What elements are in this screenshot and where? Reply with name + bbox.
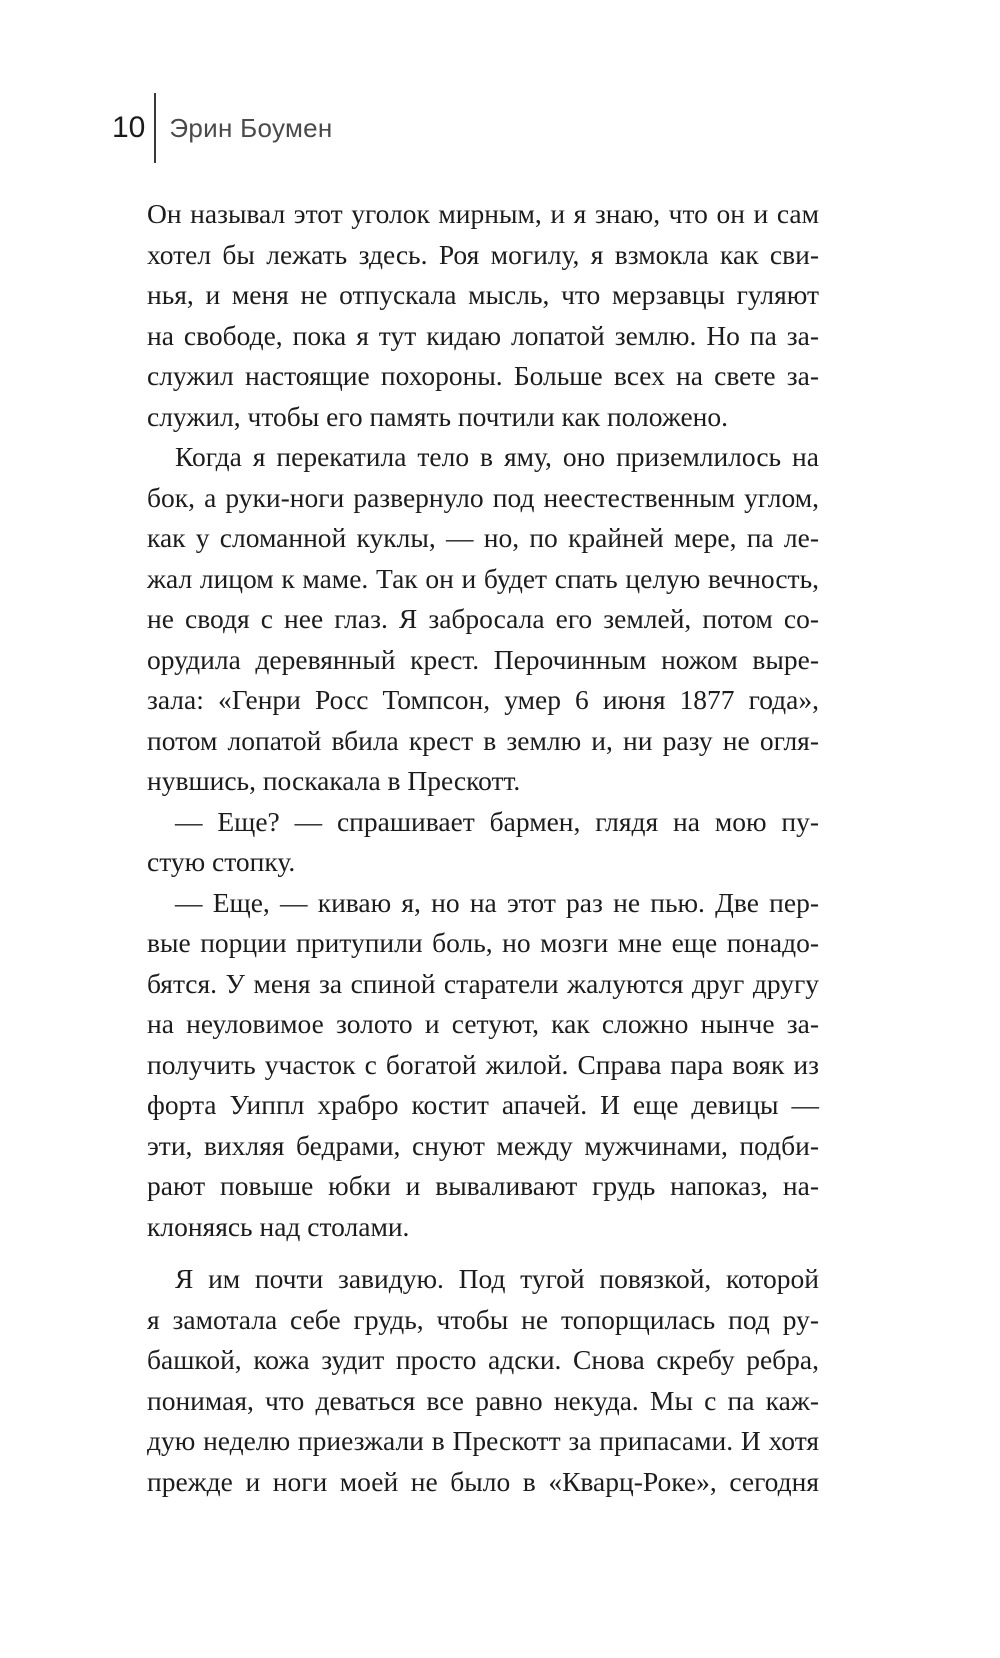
text-line: как у сломанной куклы, — но, по крайней мере, па ле-	[147, 522, 819, 553]
paragraph	[147, 802, 819, 883]
text-line: форта Уиппл храбро костит апачей. И еще девицы —	[147, 1089, 819, 1120]
text-line: служил настоящие похороны. Больше всех на свете за-	[147, 360, 819, 391]
paragraph-gap	[147, 1247, 819, 1259]
body-text	[147, 194, 819, 1502]
text-line: — Еще, — киваю я, но на этот раз не пью. Две пер-	[175, 886, 819, 918]
text-line: Он называл этот уголок мирным, и я знаю, что он и сам	[147, 198, 819, 229]
text-line: Я им почти завидую. Под тугой повязкой, которой	[175, 1263, 819, 1294]
paragraph	[147, 1259, 819, 1502]
text-line: Когда я перекатила тело в яму, оно приземлилось на	[175, 441, 819, 472]
running-head	[112, 93, 333, 163]
text-line: — Еще? — спрашивает бармен, глядя на мою пу-	[175, 805, 819, 837]
text-line: служил, чтобы его память почтили как положено.	[147, 400, 729, 432]
text-line: стую стопку.	[147, 846, 296, 877]
text-line: эти, вихляя бедрами, снуют между мужчинами, подби-	[147, 1129, 819, 1161]
text-line: понимая, что деваться все равно некуда. Мы с па каж-	[147, 1384, 819, 1416]
text-line: бятся. У меня за спиной старатели жалуются друг другу	[147, 967, 819, 999]
text-line: нувшись, поскакала в Прескотт.	[147, 765, 521, 796]
text-line: орудила деревянный крест. Перочинным ножом выре-	[147, 643, 819, 675]
text-line: жал лицом к маме. Так он и будет спать целую вечность,	[147, 562, 819, 594]
text-line: нья, и меня не отпускала мысль, что мерзавцы гуляют	[147, 279, 819, 310]
author-name: Эрин Боумен	[169, 113, 333, 143]
text-line: не сводя с нее глаз. Я забросала его землей, потом со-	[147, 603, 819, 634]
text-line: дую неделю приезжали в Прескотт за припасами. И хотя	[147, 1425, 819, 1456]
text-line: на свободе, пока я тут кидаю лопатой землю. Но па за-	[147, 319, 819, 351]
text-line: потом лопатой вбила крест в землю и, ни разу не огля-	[147, 724, 819, 756]
paragraph	[147, 883, 819, 1248]
text-line: бок, а руки-ноги развернуло под неестественным углом,	[147, 481, 819, 513]
text-line: на неуловимое золото и сетуют, как сложно нынче за-	[147, 1008, 819, 1039]
text-line: получить участок с богатой жилой. Справа пара вояк из	[147, 1048, 819, 1080]
paragraph	[147, 194, 819, 437]
text-line: башкой, кожа зудит просто адски. Снова скребу ребра,	[147, 1344, 819, 1375]
paragraph	[147, 437, 819, 802]
page-number: 10	[112, 111, 146, 144]
text-line: вые порции притупили боль, но мозги мне еще понадо-	[147, 927, 819, 958]
text-line: я замотала себе грудь, чтобы не топорщилась под ру-	[147, 1303, 819, 1335]
text-line: прежде и ноги моей не было в «Кварц-Роке», сегодня	[147, 1465, 819, 1497]
text-line: рают повыше юбки и вываливают грудь напоказ, на-	[147, 1170, 819, 1201]
text-line: зала: «Генри Росс Томпсон, умер 6 июня 1877 года»,	[147, 684, 819, 715]
text-line: клоняясь над столами.	[147, 1210, 410, 1242]
text-line: хотел бы лежать здесь. Роя могилу, я взмокла как сви-	[147, 238, 819, 270]
